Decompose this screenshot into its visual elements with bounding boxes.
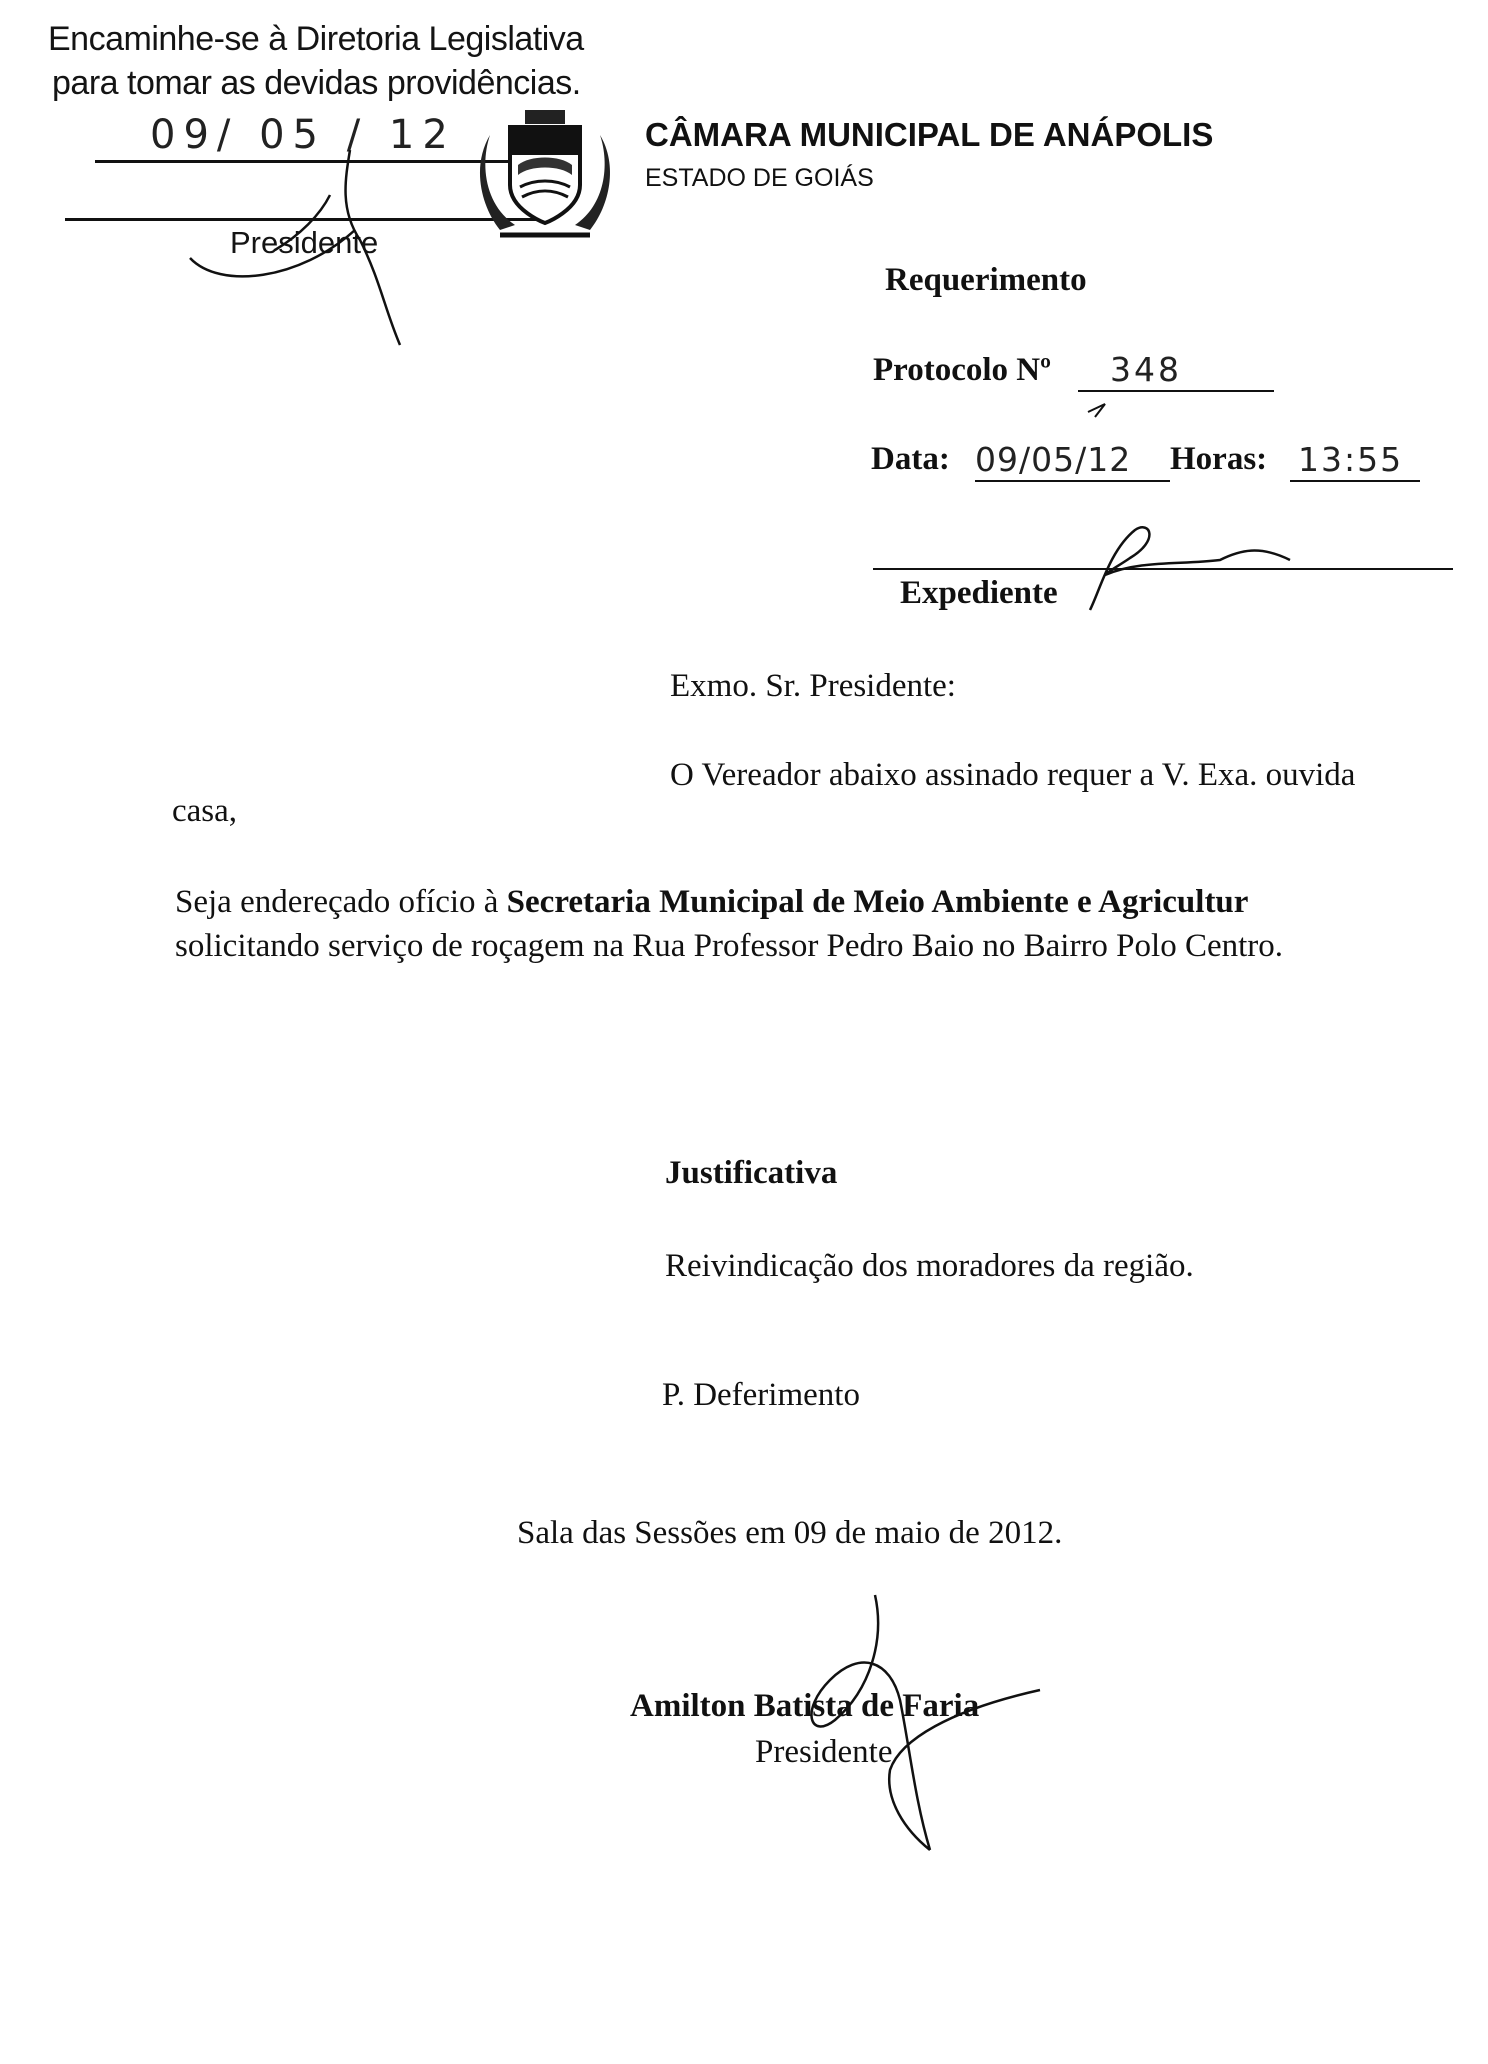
request-recipient: Secretaria Municipal de Meio Ambiente e Agricultur — [506, 884, 1249, 920]
forwarding-stamp-line-1: Encaminhe-se à Diretoria Legislativa — [48, 20, 584, 58]
justification-text: Reivindicação dos moradores da região. — [665, 1248, 1194, 1284]
protocol-tick-mark — [1088, 404, 1105, 417]
protocol-value: 348 — [1110, 350, 1182, 389]
expediente-label: Expediente — [900, 575, 1058, 611]
justification-title: Justificativa — [665, 1155, 838, 1191]
stamp-president-label: Presidente — [230, 225, 379, 260]
hours-underline — [1290, 480, 1420, 482]
request-prefix: Seja endereçado ofício à — [175, 884, 507, 920]
date-label: Data: — [871, 441, 950, 477]
document-type: Requerimento — [885, 262, 1087, 298]
salutation: Exmo. Sr. Presidente: — [670, 668, 956, 704]
hours-value: 13:55 — [1298, 440, 1404, 479]
request-intro-continuation: casa, — [172, 793, 238, 829]
protocol-underline — [1078, 390, 1274, 392]
date-underline — [975, 480, 1170, 482]
protocol-label: Protocolo Nº — [873, 352, 1051, 388]
institution-subtitle: ESTADO DE GOIÁS — [645, 164, 874, 192]
signatory-role: Presidente — [755, 1734, 893, 1770]
request-intro: O Vereador abaixo assinado requer a V. Exa. ouvida — [670, 757, 1356, 793]
stamp-signature-line — [65, 218, 545, 221]
stamp-handwritten-date: 09/ 05 / 12 — [150, 112, 456, 158]
signatory-name: Amilton Batista de Faria — [630, 1688, 980, 1724]
date-value: 09/05/12 — [975, 440, 1132, 479]
stamp-date-line — [95, 160, 515, 163]
institution-title: CÂMARA MUNICIPAL DE ANÁPOLIS — [645, 116, 1214, 153]
place-date: Sala das Sessões em 09 de maio de 2012. — [517, 1515, 1063, 1551]
hours-label: Horas: — [1170, 441, 1268, 477]
expediente-line — [873, 568, 1453, 570]
forwarding-stamp-line-2: para tomar as devidas providências. — [52, 64, 581, 102]
closing: P. Deferimento — [662, 1377, 860, 1413]
request-paragraph — [175, 880, 1485, 968]
request-rest: solicitando serviço de roçagem na Rua Professor Pedro Baio no Bairro Polo Centro. — [175, 928, 1284, 964]
